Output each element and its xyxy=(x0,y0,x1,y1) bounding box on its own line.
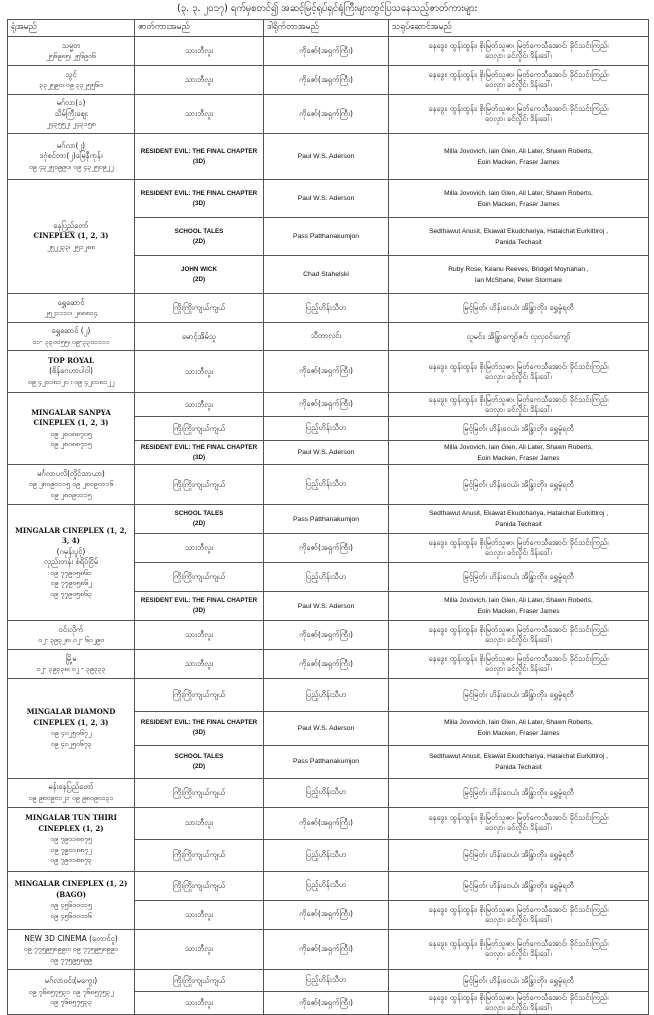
cinema-phone: ၂၅၆၉၈၅၊ ၂၅၆၉၀၆ xyxy=(46,52,96,60)
cast-list xyxy=(389,134,649,180)
table-row xyxy=(8,505,649,534)
cast-list xyxy=(389,393,649,417)
cast-list xyxy=(389,441,649,465)
cinema-cell xyxy=(8,37,135,66)
cinema-name: CINEPLEX (1, 2, 3) xyxy=(33,231,109,241)
cast-list xyxy=(389,969,649,992)
movie-name: ကြိုးကြိုးကျယ်ကျယ် xyxy=(172,303,226,312)
cinema-cell xyxy=(8,66,135,95)
cinema-phone: ၀၉ ၂၈၀၈၈၇၁၅ xyxy=(50,440,92,448)
cinema-cell xyxy=(8,871,135,929)
table-row xyxy=(8,807,649,839)
movie-name: ကြိုးကြိုးကျယ်ကျယ် xyxy=(172,975,226,985)
director-name: ပြည့်ဟိန်းသီဟ xyxy=(264,778,389,807)
cinema-phone: ၀၉ ၂၈၀၈၈၇၀၅ xyxy=(50,429,92,438)
cast-line: မြင့်မြတ်၊ ဟိန်းဝေယံ၊ အိန္ဒြာတိုး၊ ရွှေမှုံရတီ xyxy=(463,479,574,489)
director-name: ကိုဇော်(အရှက်ကြီး) xyxy=(264,534,389,563)
director-name: ပြည့်ဟိန်းသီဟ xyxy=(264,294,389,323)
movie-title xyxy=(135,592,264,621)
movie-name: RESIDENT EVIL: THE FINAL CHAPTER xyxy=(140,189,258,197)
movie-name: SCHOOL TALES xyxy=(174,752,224,760)
cast-list xyxy=(389,218,649,256)
cast-list xyxy=(389,351,649,393)
cinema-name: မြို့မ xyxy=(65,653,77,663)
cast-line: Sedthawut Anusit, Ekawat Ekudchariya, Hataichat Eurkittiroj , xyxy=(429,227,608,235)
cinema-phone: ၀၁- ၃၃၀၁၅၅၊ ၀၉-၃၃၀၁၁၁၁ xyxy=(32,337,110,346)
cast-list xyxy=(389,679,649,712)
cinema-phone: ၀၉ ၇၉၀၁၈၈၇၂ xyxy=(50,845,92,854)
cast-line: Eoin Macken, Fraser James xyxy=(477,158,560,166)
director-name: Paul W.S. Aderson xyxy=(264,134,389,180)
cast-line: နေဒွေး၊ ထွန်းထွန်း၊ စိုးမြတ်သူဇာ၊ မြတ်ကေသီအောင်၊ ခိုင်သင်းကြည်၊ xyxy=(428,625,609,634)
movie-name: ကြိုးကြိုးကျယ်ကျယ် xyxy=(172,572,226,581)
movie-name: သားဘီလူး xyxy=(184,998,214,1008)
cast-line: နေဒွေး၊ ထွန်းထွန်း၊ စိုးမြတ်သူဇာ၊ မြတ်ကေသီအောင်၊ ခိုင်သင်းကြည်၊ xyxy=(428,70,609,79)
table-row xyxy=(8,465,649,505)
director-name: ပြည့်ဟိန်းသီဟ xyxy=(264,871,389,900)
movie-name: သားဘီလူး xyxy=(184,109,214,118)
director-name: ပြည့်ဟိန်းသီဟ xyxy=(264,465,389,505)
table-row xyxy=(8,66,649,95)
movie-name: သားဘီလူး xyxy=(184,659,214,668)
movie-title xyxy=(135,505,264,534)
cinema-phone: ၀၉ ၄၅၆၀၀၀၁၆ xyxy=(50,911,92,920)
cinema-cell xyxy=(8,393,135,465)
cinema-cell xyxy=(8,621,135,650)
table-row xyxy=(8,294,649,323)
movie-title xyxy=(135,393,264,417)
cinema-name: CINEPLEX (1, 2) xyxy=(38,823,104,833)
cast-list xyxy=(389,323,649,351)
cast-list xyxy=(389,992,649,1015)
cast-line: ဝေလှာ၊ ခင်လှိုင်၊ ဒိန်းဒေါ်၊ xyxy=(484,548,553,557)
movie-name: သားဘီလူး xyxy=(184,75,214,84)
cast-line: လူမင်း၊ အိန္ဒြာကျော်ဇင်၊ လှလှဝင်းကျော် xyxy=(466,331,571,341)
cast-list xyxy=(389,37,649,66)
movie-title xyxy=(135,839,264,871)
movie-name: SCHOOL TALES xyxy=(174,510,224,517)
director-name: ပြည့်ဟိန်းသီဟ xyxy=(264,563,389,592)
cast-line: နေဒွေး၊ ထွန်းထွန်း၊ စိုးမြတ်သူဇာ၊ မြတ်ကေသီအောင်၊ ခိုင်သင်းကြည်၊ xyxy=(428,104,609,113)
movie-title xyxy=(135,621,264,650)
cinema-cell xyxy=(8,807,135,871)
table-row xyxy=(8,778,649,807)
movie-format: (3D) xyxy=(192,607,206,614)
cinema-phone: ၀၉ ၄၂၀၁၈၁၂၀ ၊ ၀၉ ၄၂၀၁၈၁၂၂ xyxy=(27,377,115,386)
movie-name: သားဘီလူး xyxy=(184,46,214,55)
cast-list xyxy=(389,592,649,621)
movie-title xyxy=(135,778,264,807)
cast-line: Ruby Rose, Keanu Reeves, Bridget Moynahan , xyxy=(448,265,589,273)
director-name: ကိုဇော်(အရှက်ကြီး) xyxy=(264,900,389,929)
director-name: Paul W.S. Aderson xyxy=(264,712,389,745)
cinema-phone: ၀၂- ၃၉၃၂၈၊ ၀၂- ၆၀၂၉၀ xyxy=(37,636,105,644)
cast-list xyxy=(389,929,649,969)
schedule-body xyxy=(8,37,649,1015)
director-name: ကိုဇော်(အရှက်ကြီး) xyxy=(264,95,389,134)
director-name: ကိုဇော်(အရှက်ကြီး) xyxy=(264,66,389,95)
table-row xyxy=(8,180,649,218)
cinema-cell xyxy=(8,929,135,969)
movie-name: ကြိုးကြိုးကျယ်ကျယ် xyxy=(172,787,226,797)
cast-line: နေဒွေး၊ ထွန်းထွန်း၊ စိုးမြတ်သူဇာ၊ မြတ်ကေသီအောင်၊ ခိုင်သင်းကြည်၊ xyxy=(428,904,609,914)
table-row xyxy=(8,969,649,992)
cinema-phone: ၀၉ ၇၉၀၁၈၈၇၃ xyxy=(50,856,92,865)
director-name: Pass Patthanakumjon xyxy=(264,505,389,534)
cast-line: ဝေလှာ၊ ခင်လှိုင်၊ ဒိန်းဒေါ်၊ xyxy=(484,114,553,123)
cinema-name: (BAGO) xyxy=(55,889,87,899)
table-row xyxy=(8,95,649,134)
table-row xyxy=(8,393,649,417)
cinema-phone: ၃၃၂၅၉၀၊ ၀၉ ၃၃၂၅၅၆၀ xyxy=(39,81,103,89)
cinema-name: သိမ်ကြီးဈေး xyxy=(54,108,88,118)
movie-name: သားဘီလူး xyxy=(184,909,214,919)
cinema-name: မဂ်လာဝင်း(မကွေး) xyxy=(44,976,98,986)
movie-title xyxy=(135,650,264,679)
director-name: Paul W.S. Aderson xyxy=(264,180,389,218)
movie-title xyxy=(135,992,264,1015)
cast-list xyxy=(389,778,649,807)
cast-list xyxy=(389,621,649,650)
cast-line: ဝေလှာ၊ ခင်လှိုင်၊ ဒိန်းဒေါ်၊ xyxy=(484,51,553,60)
cinema-phone: ၂၄၃၅၅၂၊ ၂၄၃၁၅၈ xyxy=(46,120,96,129)
cast-line: နေဒွေး၊ ထွန်းထွန်း၊ စိုးမြတ်သူဇာ၊ မြတ်ကေသီအောင်၊ ခိုင်သင်းကြည်၊ xyxy=(428,394,609,404)
movie-title xyxy=(135,417,264,441)
cinema-phone: ၀၉ ၉၈၀၉၀၁၂၁ ၀၉ ၉၈၀၉၀၁၃၁ xyxy=(28,793,114,802)
movie-name: သားဘီလူး xyxy=(184,818,214,828)
movie-name: သားဘီလူး xyxy=(184,366,214,376)
cinema-phone: ၀၉ ၇၇၉၀၅၈၆၂ xyxy=(50,579,92,588)
cast-line: Eoin Macken, Fraser James xyxy=(477,200,560,208)
cinema-cell xyxy=(8,95,135,134)
cinema-name: (စိန်ဂေဟာပါဝါ) xyxy=(49,366,93,376)
cinema-phone: ၀၉ ၇၆၈၅၇၅၃၁ ၀၉ ၇၆၈၅၇၅၃၂ xyxy=(28,987,114,996)
director-name: ကိုဇော်(အရှက်ကြီး) xyxy=(264,992,389,1015)
movie-name: ကြိုးကြိုးကျယ်ကျယ် xyxy=(172,479,226,489)
cast-list xyxy=(389,534,649,563)
director-name: ကိုဇော်(အရှက်ကြီး) xyxy=(264,621,389,650)
cinema-phone: ၀၉ ၇၇၉၀၅၈၆၁ xyxy=(50,568,92,577)
movie-format: (2D) xyxy=(192,275,206,283)
cast-list xyxy=(389,563,649,592)
cast-line: Sedthawut Anusit, Ekawat Ekudchariya, Hataichat Eurkittiroj , xyxy=(429,752,608,760)
director-name: ကိုဇော်(အရှက်ကြီး) xyxy=(264,650,389,679)
cinema-name: နေပြည်တော် xyxy=(53,220,89,230)
cinema-phone: ၀၉ ၇၇၉၀၅၈၆၃ xyxy=(50,589,92,598)
movie-title xyxy=(135,351,264,393)
movie-title xyxy=(135,534,264,563)
cinema-name: မင်္ဂလာပလိ(လှိုင်သာယာ) xyxy=(37,468,105,478)
cinema-name: MINGALAR SANPYA xyxy=(31,407,111,417)
cast-list xyxy=(389,505,649,534)
movie-format: (3D) xyxy=(192,453,206,461)
movie-name: ကြိုးကြိုးကျယ်ကျယ် xyxy=(172,850,226,860)
director-name: Paul W.S. Aderson xyxy=(264,592,389,621)
cinema-phone: ၀၉ ၇၉၀၁၈၈၇၅ xyxy=(50,835,92,844)
page-title: (၃. ၃. ၂၀၁၇) ရက်မှစတင်၍ အဆင့်မြင့်ရုပ်ရှင်ရုံကြီးများတွင်ပြသနေသည့်ဇာတ်ကားများ xyxy=(177,3,477,14)
cast-list xyxy=(389,417,649,441)
director-name: ကိုဇော်(အရှက်ကြီး) xyxy=(264,351,389,393)
cast-line: မြင့်မြတ်၊ ဟိန်းဝေယံ၊ အိန္ဒြာတိုး၊ ရွှေမှုံရတီ xyxy=(463,880,574,890)
cinema-phone: ၀၉ ၇၇၅၉၅၈၉၉၀၊ ၀၉ ၇၇၅၉၅၈၉၉၁ xyxy=(23,945,119,954)
cast-line: ဝေလှာ၊ ခင်လှိုင်၊ ဒိန်းဒေါ်၊ xyxy=(484,1003,553,1013)
director-name: Paul W.S. Aderson xyxy=(264,441,389,465)
cast-line: Eoin Macken, Fraser James xyxy=(477,454,560,462)
director-name: ပြည့်ဟိန်းသီဟ xyxy=(264,417,389,441)
cast-line: နေဒွေး၊ ထွန်းထွန်း၊ စိုးမြတ်သူဇာ၊ မြတ်ကေသီအောင်၊ ခိုင်သင်းကြည်၊ xyxy=(428,939,609,949)
movie-name: ကြိုးကြိုးကျယ်ကျယ် xyxy=(172,690,226,700)
table-row xyxy=(8,929,649,969)
cinema-cell xyxy=(8,134,135,180)
cinema-name: CINEPLEX (1, 2, 3) xyxy=(33,418,109,427)
director-name: ပြည့်ဟိန်းသီဟ xyxy=(264,969,389,992)
cast-line: Panida Techasit xyxy=(495,238,542,246)
cast-list xyxy=(389,745,649,778)
movie-title xyxy=(135,712,264,745)
movie-title xyxy=(135,323,264,351)
cinema-name: မန်းနေပြည်တော် xyxy=(48,782,94,792)
movie-name: သားဘီလူး xyxy=(184,630,214,639)
cinema-cell xyxy=(8,505,135,621)
cinema-cell xyxy=(8,679,135,779)
cast-line: Eoin Macken, Fraser James xyxy=(477,730,560,738)
table-row xyxy=(8,679,649,712)
movie-title xyxy=(135,929,264,969)
cast-list xyxy=(389,650,649,679)
cast-list xyxy=(389,839,649,871)
cast-list xyxy=(389,465,649,505)
cinema-name: မဂ်လာ(၂) xyxy=(56,140,86,150)
movie-title xyxy=(135,871,264,900)
movie-title xyxy=(135,745,264,778)
cinema-name: မဂ်လာ(၁) xyxy=(56,98,86,108)
cast-line: Milla Jovovich, Iain Glen, Ali Later, Shawn Roberts, xyxy=(444,147,593,155)
schedule-table xyxy=(7,19,649,1015)
movie-title xyxy=(135,294,264,323)
movie-title xyxy=(135,563,264,592)
cast-line: ဝေလှာ၊ ခင်လှိုင်၊ ဒိန်းဒေါ်၊ xyxy=(484,635,553,644)
cinema-phone: ၀၉ ၄၀၂၅၀၆၇၂ xyxy=(50,729,92,738)
cinema-name: သမ္မတ xyxy=(61,40,81,50)
cast-line: နေဒွေး၊ ထွန်းထွန်း၊ စိုးမြတ်သူဇာ၊ မြတ်ကေသီအောင်၊ ခိုင်သင်းကြည်၊ xyxy=(428,813,609,823)
cinema-phone: ၀၉ ၄၃၂၅၀၉၉၀၊ ၀၉ ၄၃၂၅၀၉၂၂ xyxy=(28,162,114,171)
cinema-name: သွင် xyxy=(65,69,77,79)
header-cast: သရုပ်ဆောင်အမည် xyxy=(389,20,649,37)
cast-line: ဝေလှာ၊ ခင်လှိုင်၊ ဒိန်းဒေါ်၊ xyxy=(484,371,553,381)
cinema-phone: ၀၉ ၇၇၅၉၅၈၉၉ xyxy=(50,955,92,964)
cast-line: ဝေလှာ၊ ခင်လှိုင်၊ ဒိန်းဒေါ်၊ xyxy=(484,404,553,414)
movie-title xyxy=(135,679,264,712)
movie-format: (2D) xyxy=(192,520,206,527)
movie-title xyxy=(135,900,264,929)
cinema-name: ဒဂုံစင်တာ(၂)မြေနီကုန်း xyxy=(39,151,103,161)
director-name: ကိုဇော်(အရှက်ကြီး) xyxy=(264,929,389,969)
movie-title xyxy=(135,441,264,465)
cast-list xyxy=(389,180,649,218)
movie-title xyxy=(135,180,264,218)
movie-format: (2D) xyxy=(192,237,206,245)
table-row xyxy=(8,351,649,393)
table-row xyxy=(8,871,649,900)
header-director: ဒါရိုက်တာအမည် xyxy=(264,20,389,37)
cinema-name: ရွှေဆောင် (၂) xyxy=(51,326,91,335)
director-name: Pass Patthanakumjon xyxy=(264,745,389,778)
header-cinema: ရုံအမည် xyxy=(8,20,135,37)
movie-name: သားဘီလူး xyxy=(184,543,214,552)
cinema-phone: ၀၉ ၂၈၀၉၀၁၁၅ xyxy=(50,490,92,499)
cinema-phone: ၀၉ ၄၀၂၅၀၆၇၃ xyxy=(50,739,92,748)
movie-title xyxy=(135,66,264,95)
cast-line: Milla Jovovich, Iain Glen, Ali Later, Shawn Roberts, xyxy=(444,719,593,727)
cast-line: ဝေလှာ၊ ခင်လှိုင်၊ ဒိန်းဒေါ်၊ xyxy=(484,823,553,833)
cast-line: မြင့်မြတ်၊ ဟိန်းဝေယံ၊ အိန္ဒြာတိုး၊ ရွှေမှုံရတီ xyxy=(463,975,574,985)
cast-list xyxy=(389,95,649,134)
header-row xyxy=(8,20,649,37)
cinema-name: ဝင်းလိုက် xyxy=(58,624,84,634)
cinema-name: (ဂမုန်းပွင့်) xyxy=(56,546,86,556)
cinema-phone: ၂၅၂၁၁၁၁၊ ၂၈၈၈၁၄ xyxy=(44,309,98,317)
cast-line: မြင့်မြတ်၊ ဟိန်းဝေယံ၊ အိန္ဒြာတိုး၊ ရွှေမှုံရတီ xyxy=(463,787,574,797)
cinema-phone: ၀၉ ၂၈၀၉၀၁၁၅ ၀၉ ၂၈၀၉၀၁၁၆ xyxy=(28,480,114,489)
movie-name: SCHOOL TALES xyxy=(174,227,224,235)
movie-title xyxy=(135,95,264,134)
cast-line: ဝေလှာ၊ ခင်လှိုင်၊ ဒိန်းဒေါ်၊ xyxy=(484,914,553,924)
cast-line: ဝေလှာ၊ ခင်လှိုင်၊ ဒိန်းဒေါ်၊ xyxy=(484,80,553,89)
cast-list xyxy=(389,66,649,95)
cinema-cell xyxy=(8,323,135,351)
table-row xyxy=(8,323,649,351)
director-name: ကိုဇော်(အရှက်ကြီး) xyxy=(264,393,389,417)
cinema-cell xyxy=(8,180,135,294)
director-name: ကိုဇော်(အရှက်ကြီး) xyxy=(264,807,389,839)
cast-line: ဝေလှာ၊ ခင်လှိုင်၊ ဒိန်းဒေါ်၊ xyxy=(484,949,553,959)
movie-name: RESIDENT EVIL: THE FINAL CHAPTER xyxy=(140,597,258,604)
cinema-name: MINGALAR DIAMOND xyxy=(26,707,116,717)
director-name: Pass Patthanakumjon xyxy=(264,218,389,256)
cast-line: Eoin Macken, Fraser James xyxy=(477,608,560,615)
table-row xyxy=(8,37,649,66)
cast-line: မြင့်မြတ်၊ ဟိန်းဝေယံ၊ အိန္ဒြာတိုး၊ ရွှေမှုံရတီ xyxy=(463,850,574,860)
cast-line: နေဒွေး၊ ထွန်းထွန်း၊ စိုးမြတ်သူဇာ၊ မြတ်ကေသီအောင်၊ ခိုင်သင်းကြည်၊ xyxy=(428,538,609,547)
cinema-name: MINGALAR CINEPLEX (1, 2, 3, 4) xyxy=(15,525,127,546)
cinema-cell xyxy=(8,650,135,679)
cinema-cell xyxy=(8,294,135,323)
movie-name: ကြိုးကြိုးကျယ်ကျယ် xyxy=(172,880,226,890)
cast-line: Milla Jovovich, Iain Glen, Ali Later, Shawn Roberts, xyxy=(444,443,593,451)
movie-format: (3D) xyxy=(192,157,206,165)
cast-list xyxy=(389,807,649,839)
director-name: သီတာလင်း xyxy=(264,323,389,351)
movie-format: (2D) xyxy=(192,762,206,770)
cast-list xyxy=(389,900,649,929)
cast-list xyxy=(389,294,649,323)
cast-line: Milla Jovovich, Iain Glen, Ali Later, Shawn Roberts, xyxy=(444,597,593,604)
movie-name: သားဘီလူး xyxy=(184,944,214,954)
cast-line: နေဒွေး၊ ထွန်းထွန်း၊ စိုးမြတ်သူဇာ၊ မြတ်ကေသီအောင်၊ ခိုင်သင်းကြည်၊ xyxy=(428,654,609,663)
header-movie: ဇာတ်ကားအမည် xyxy=(135,20,264,37)
movie-title xyxy=(135,134,264,180)
cast-list xyxy=(389,871,649,900)
cinema-cell xyxy=(8,969,135,1014)
cinema-name: NEW 3D CINEMA (တောင်ငူ) xyxy=(24,933,118,943)
cinema-cell xyxy=(8,351,135,393)
cast-line: မြင့်မြတ်၊ ဟိန်းဝေယံ၊ အိန္ဒြာတိုး၊ ရွှေမှုံရတီ xyxy=(463,572,574,581)
cast-line: နေဒွေး၊ ထွန်းထွန်း၊ စိုးမြတ်သူဇာ၊ မြတ်ကေသီအောင်၊ ခိုင်သင်းကြည်၊ xyxy=(428,361,609,371)
cinema-cell xyxy=(8,465,135,505)
movie-name: ကြိုးကြိုးကျယ်ကျယ် xyxy=(172,423,226,433)
cast-line: Panida Techasit xyxy=(495,521,542,528)
cinema-name: MINGALAR CINEPLEX (1, 2) xyxy=(14,879,128,889)
director-name: ပြည့်ဟိန်းသီဟ xyxy=(264,679,389,712)
cinema-cell xyxy=(8,778,135,807)
cast-line: နေဒွေး၊ ထွန်းထွန်း၊ စိုးမြတ်သူဇာ၊ မြတ်ကေသီအောင်၊ ခိုင်သင်းကြည်၊ xyxy=(428,41,609,50)
table-row xyxy=(8,650,649,679)
cast-line: မြင့်မြတ်၊ ဟိန်းဝေယံ၊ အိန္ဒြာတိုး၊ ရွှေမှုံရတီ xyxy=(463,423,574,433)
cast-line: Milla Jovovich, Iain Glen, Ali Later, Shawn Roberts, xyxy=(444,189,593,197)
cinema-name: CINEPLEX (1, 2, 3) xyxy=(33,717,109,727)
cinema-name: လှည်းတန်း စံရိပ်ငြိမ် xyxy=(43,557,99,567)
movie-title xyxy=(135,37,264,66)
movie-title xyxy=(135,969,264,992)
movie-name: RESIDENT EVIL: THE FINAL CHAPTER xyxy=(140,719,258,727)
director-name: Chad Stahelski xyxy=(264,256,389,294)
director-name: ကိုဇော်(အရှက်ကြီး) xyxy=(264,37,389,66)
movie-name: RESIDENT EVIL: THE FINAL CHAPTER xyxy=(140,443,258,451)
cast-line: ဝေလှာ၊ ခင်လှိုင်၊ ဒိန်းဒေါ်၊ xyxy=(484,664,553,673)
movie-title xyxy=(135,256,264,294)
cast-line: မြင့်မြတ်၊ ဟိန်းဝေယံ၊ အိန္ဒြာတိုး၊ ရွှေမှုံရတီ xyxy=(463,690,574,700)
cast-line: နေဒွေး၊ ထွန်းထွန်း၊ စိုးမြတ်သူဇာ၊ မြတ်ကေသီအောင်၊ ခိုင်သင်းကြည်၊ xyxy=(428,993,609,1003)
movie-title xyxy=(135,218,264,256)
movie-name: သားဘီလူး xyxy=(184,399,214,409)
cinema-phone: ၀၂- ၃၉၃၃၈၊ ၀၂ - ၃၉၃၃၃ xyxy=(36,665,106,673)
table-row xyxy=(8,134,649,180)
cinema-name: TOP ROYAL xyxy=(48,355,94,365)
movie-name: JOHN WICK xyxy=(180,265,218,273)
movie-format: (3D) xyxy=(192,199,206,207)
cast-list xyxy=(389,256,649,294)
movie-format: (3D) xyxy=(192,729,206,737)
cast-list xyxy=(389,712,649,745)
cinema-name: ရွှေဆောင် xyxy=(57,297,85,307)
movie-name: မောင့်အိမ်သူ xyxy=(181,331,217,341)
cinema-name: MINGALAR TUN THIRI xyxy=(25,813,117,823)
director-name: ပြည့်ဟိန်းသီဟ xyxy=(264,839,389,871)
cinema-phone: ၀၉ ၇၆၈၅၇၅၃၃ xyxy=(50,998,92,1007)
cast-line: Sedthawut Anusit, Ekawat Ekudchariya, Hataichat Eurkittiroj , xyxy=(429,510,608,517)
cast-line: မြင့်မြတ်၊ ဟိန်းဝေယံ၊ အိန္ဒြာတိုး၊ ရွှေမှုံရတီ xyxy=(463,303,574,312)
cast-line: Ian McShane, Peter Stormare xyxy=(474,276,563,284)
movie-title xyxy=(135,807,264,839)
cast-line: Panida Techasit xyxy=(495,763,542,771)
table-row xyxy=(8,621,649,650)
cinema-phone: ၀၉ ၄၅၆၀၀၀၁၅ xyxy=(50,901,92,910)
movie-title xyxy=(135,465,264,505)
movie-name: RESIDENT EVIL: THE FINAL CHAPTER xyxy=(140,147,258,155)
cinema-phone: ၂၅၂၂၃၃၊ ၂၅၁၂၈၈ xyxy=(46,242,96,251)
